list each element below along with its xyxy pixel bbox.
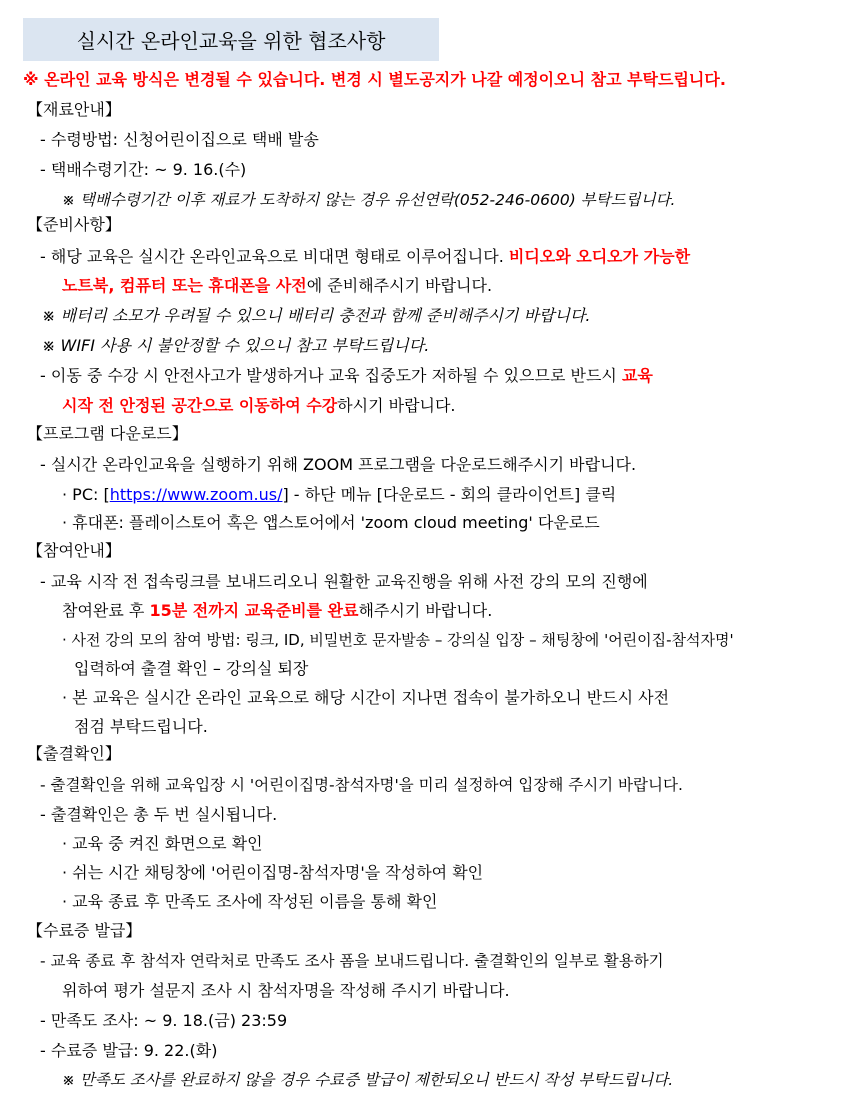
page-title [23, 18, 439, 61]
participation-item-1-tail: 해주시기 바랍니다. [358, 601, 493, 620]
preparation-item-1-text: - 해당 교육은 실시간 온라인교육으로 비대면 형태로 이루어집니다. [40, 247, 504, 266]
section-heading-download: 【프로그램 다운로드】 [27, 424, 188, 443]
download-item-mobile: · 휴대폰: 플레이스토어 혹은 앱스토어에서 'zoom cloud meeting' 다운로드 [62, 513, 600, 532]
participation-item-1-text: 참여완료 후 [62, 601, 145, 620]
attendance-sub-3: · 교육 종료 후 만족도 조사에 작성된 이름을 통해 확인 [62, 892, 438, 911]
download-item-pc [62, 485, 616, 505]
participation-item-1-line-1: - 교육 시작 전 접속링크를 보내드리오니 원활한 교육진행을 위해 사전 강의 모의 진행에 [40, 572, 648, 591]
attendance-sub-2: · 쉬는 시간 채팅창에 '어린이집명-참석자명'을 작성하여 확인 [62, 863, 484, 882]
preparation-item-1-line-1 [40, 247, 690, 267]
preparation-item-2-text: - 이동 중 수강 시 안전사고가 발생하거나 교육 집중도가 저하될 수 있으므로 반드시 [40, 366, 617, 385]
participation-sub-1-line-1: · 사전 강의 모의 참여 방법: 링크, ID, 비밀번호 문자발송 – 강의실 입장 – 채팅창에 '어린이집-참석자명' [62, 631, 734, 649]
download-pc-prefix: · PC: [ [62, 485, 110, 504]
participation-sub-2-line-1: · 본 교육은 실시간 온라인 교육으로 해당 시간이 지나면 접속이 불가하오니 반드시 사전 [62, 688, 670, 707]
section-heading-attendance: 【출결확인】 [27, 744, 121, 763]
page-title-text: 실시간 온라인교육을 위한 협조사항 [76, 29, 386, 53]
certificate-note: ※ 만족도 조사를 완료하지 않을 경우 수료증 발급이 제한되오니 반드시 작성 부탁드립니다. [62, 1071, 674, 1089]
certificate-item-1-line-2: 위하여 평가 설문지 조사 시 참석자명을 작성해 주시기 바랍니다. [62, 981, 510, 1000]
certificate-item-1-line-1: - 교육 종료 후 참석자 연락처로 만족도 조사 폼을 보내드립니다. 출결확인의 일부로 활용하기 [40, 952, 664, 970]
preparation-item-1-highlight: 비디오와 오디오가 가능한 [508, 247, 691, 266]
download-item-zoom: - 실시간 온라인교육을 실행하기 위해 ZOOM 프로그램을 다운로드해주시기 바랍니다. [40, 455, 637, 474]
change-notice: ※ 온라인 교육 방식은 변경될 수 있습니다. 변경 시 별도공지가 나갈 예정이오니 참고 부탁드립니다. [23, 70, 726, 89]
section-heading-certificate: 【수료증 발급】 [27, 921, 142, 940]
attendance-item-2: - 출결확인은 총 두 번 실시됩니다. [40, 805, 278, 824]
section-heading-preparation: 【준비사항】 [27, 215, 121, 234]
preparation-item-2-highlight-space: 시작 전 안정된 공간으로 이동하여 수강 [62, 396, 338, 415]
materials-note: ※ 택배수령기간 이후 재료가 도착하지 않는 경우 유선연락(052-246-0600) 부탁드립니다. [62, 191, 676, 209]
download-pc-suffix: ] - 하단 메뉴 [다운로드 - 회의 클라이언트] 클릭 [282, 485, 617, 504]
attendance-item-1: - 출결확인을 위해 교육입장 시 '어린이집명-참석자명'을 미리 설정하여 입장해 주시기 바랍니다. [40, 776, 683, 794]
materials-item-period: - 택배수령기간: ~ 9. 16.(수) [40, 160, 247, 179]
section-heading-participation: 【참여안내】 [27, 541, 121, 560]
certificate-item-issue-date: - 수료증 발급: 9. 22.(화) [40, 1041, 218, 1060]
preparation-item-1-highlight-devices: 노트북, 컴퓨터 또는 휴대폰을 사전 [62, 276, 307, 295]
attendance-sub-1: · 교육 중 켜진 화면으로 확인 [62, 834, 263, 853]
section-heading-materials: 【재료안내】 [27, 100, 121, 119]
zoom-website-link[interactable]: https://www.zoom.us/ [109, 485, 283, 504]
participation-sub-2-line-2: 점검 부탁드립니다. [74, 717, 208, 736]
preparation-item-2-tail: 하시기 바랍니다. [337, 396, 456, 415]
participation-item-1-line-2 [62, 601, 492, 621]
certificate-item-survey-deadline: - 만족도 조사: ~ 9. 18.(금) 23:59 [40, 1011, 288, 1030]
preparation-item-1-tail: 에 준비해주시기 바랍니다. [306, 276, 493, 295]
preparation-item-2-line-1 [40, 366, 653, 386]
preparation-item-2-highlight: 교육 [621, 366, 653, 385]
materials-item-method: - 수령방법: 신청어린이집으로 택배 발송 [40, 130, 319, 149]
preparation-note-wifi: ※ WIFI 사용 시 불안정할 수 있으니 참고 부탁드립니다. [42, 336, 430, 355]
preparation-note-battery: ※ 배터리 소모가 우려될 수 있으니 배터리 충전과 함께 준비해주시기 바랍니다. [42, 306, 591, 325]
preparation-item-2-line-2 [62, 396, 456, 416]
preparation-item-1-line-2 [62, 276, 492, 296]
participation-item-1-highlight: 15분 전까지 교육준비를 완료 [149, 601, 359, 620]
participation-sub-1-line-2: 입력하여 출결 확인 – 강의실 퇴장 [74, 659, 309, 678]
